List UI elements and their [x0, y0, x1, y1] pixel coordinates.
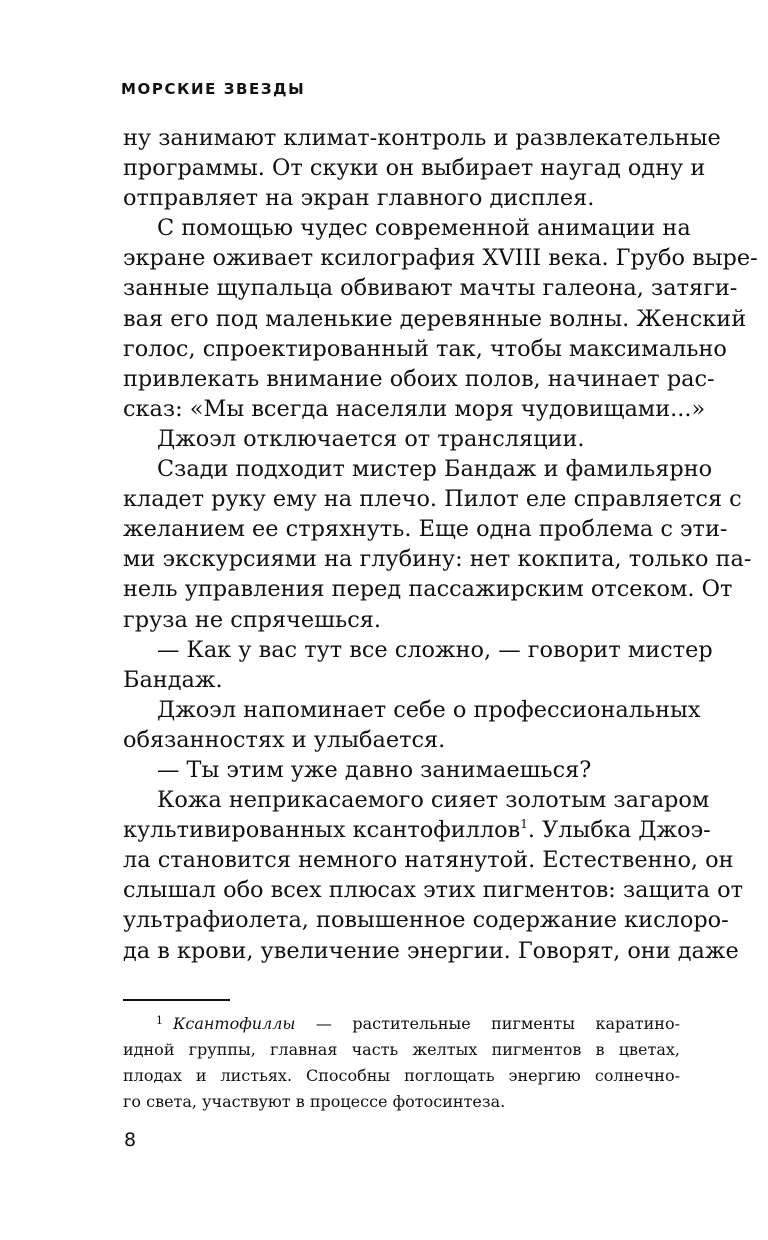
text-line: слышал обо всех плюсах этих пигментов: защита от	[123, 877, 743, 904]
text-line: ми экскурсиями на глубину: нет кокпита, только па-	[123, 546, 752, 573]
text-line-with-footnote	[123, 815, 711, 845]
footnote-text: — растительные пигменты каратино-	[295, 1014, 680, 1033]
text-line: С помощью чудес современной анимации на	[157, 215, 691, 242]
text-line: груза не спрячешься.	[123, 606, 381, 633]
footnote-term: Ксантофиллы	[173, 1014, 296, 1033]
footnote	[123, 1011, 680, 1115]
text-line: вая его под маленькие деревянные волны. Женский	[123, 305, 747, 332]
text-segment: культивированных ксантофиллов	[123, 817, 521, 844]
text-line: обязанностях и улыбается.	[123, 726, 446, 753]
text-line: программы. От скуки он выбирает наугад одну и	[123, 155, 706, 182]
footnote-line: го света, участвуют в процессе фотосинтеза.	[123, 1092, 506, 1111]
footnote-reference[interactable]: 1	[520, 817, 528, 832]
text-line: — Ты этим уже давно занимаешься?	[157, 756, 592, 783]
text-line: ла становится немного натянутой. Естественно, он	[123, 847, 734, 874]
text-line: ультрафиолета, повышенное содержание кислоро-	[123, 907, 729, 934]
footnote-marker: 1	[156, 1014, 163, 1027]
text-line: голос, спроектированный так, чтобы максимально	[123, 335, 727, 362]
text-line: сказ: «Мы всегда населяли моря чудовищами...»	[123, 395, 706, 422]
footnote-line: плодах и листьях. Способны поглощать энергию солнечно-	[123, 1066, 680, 1085]
text-line: ну занимают климат-контроль и развлекательные	[123, 125, 721, 151]
text-line: Джоэл отключается от трансляции.	[157, 425, 585, 452]
text-line: кладет руку ему на плечо. Пилот еле справляется с	[123, 486, 742, 513]
page-number: 8	[124, 1129, 137, 1151]
footnote-divider	[123, 999, 230, 1001]
text-line: Кожа неприкасаемого сияет золотым загаром	[157, 787, 710, 814]
footnote-line	[123, 1011, 680, 1037]
text-line: Сзади подходит мистер Бандаж и фамильярно	[157, 456, 713, 483]
text-line: привлекать внимание обоих полов, начинает рас-	[123, 365, 715, 392]
text-line: Джоэл напоминает себе о профессиональных	[157, 696, 701, 723]
main-text	[123, 123, 758, 966]
text-line: — Как у вас тут все сложно, — говорит мистер	[157, 636, 713, 663]
running-head: МОРСКИЕ ЗВЕЗДЫ	[121, 80, 306, 98]
text-line: да в крови, увеличение энергии. Говорят, они даже	[123, 937, 739, 964]
text-line: Бандаж.	[123, 666, 223, 693]
text-line: желанием ее стряхнуть. Еще одна проблема с эти-	[123, 516, 728, 543]
text-line: экране оживает ксилография XVIII века. Грубо выре-	[123, 245, 758, 272]
text-line: отправляет на экран главного дисплея.	[123, 185, 595, 212]
text-segment: . Улыбка Джоэ-	[527, 817, 711, 844]
text-line: занные щупальца обвивают мачты галеона, затяги-	[123, 275, 738, 302]
footnote-line: идной группы, главная часть желтых пигментов в цветах,	[123, 1040, 680, 1059]
text-line: нель управления перед пассажирским отсеком. От	[123, 576, 733, 603]
